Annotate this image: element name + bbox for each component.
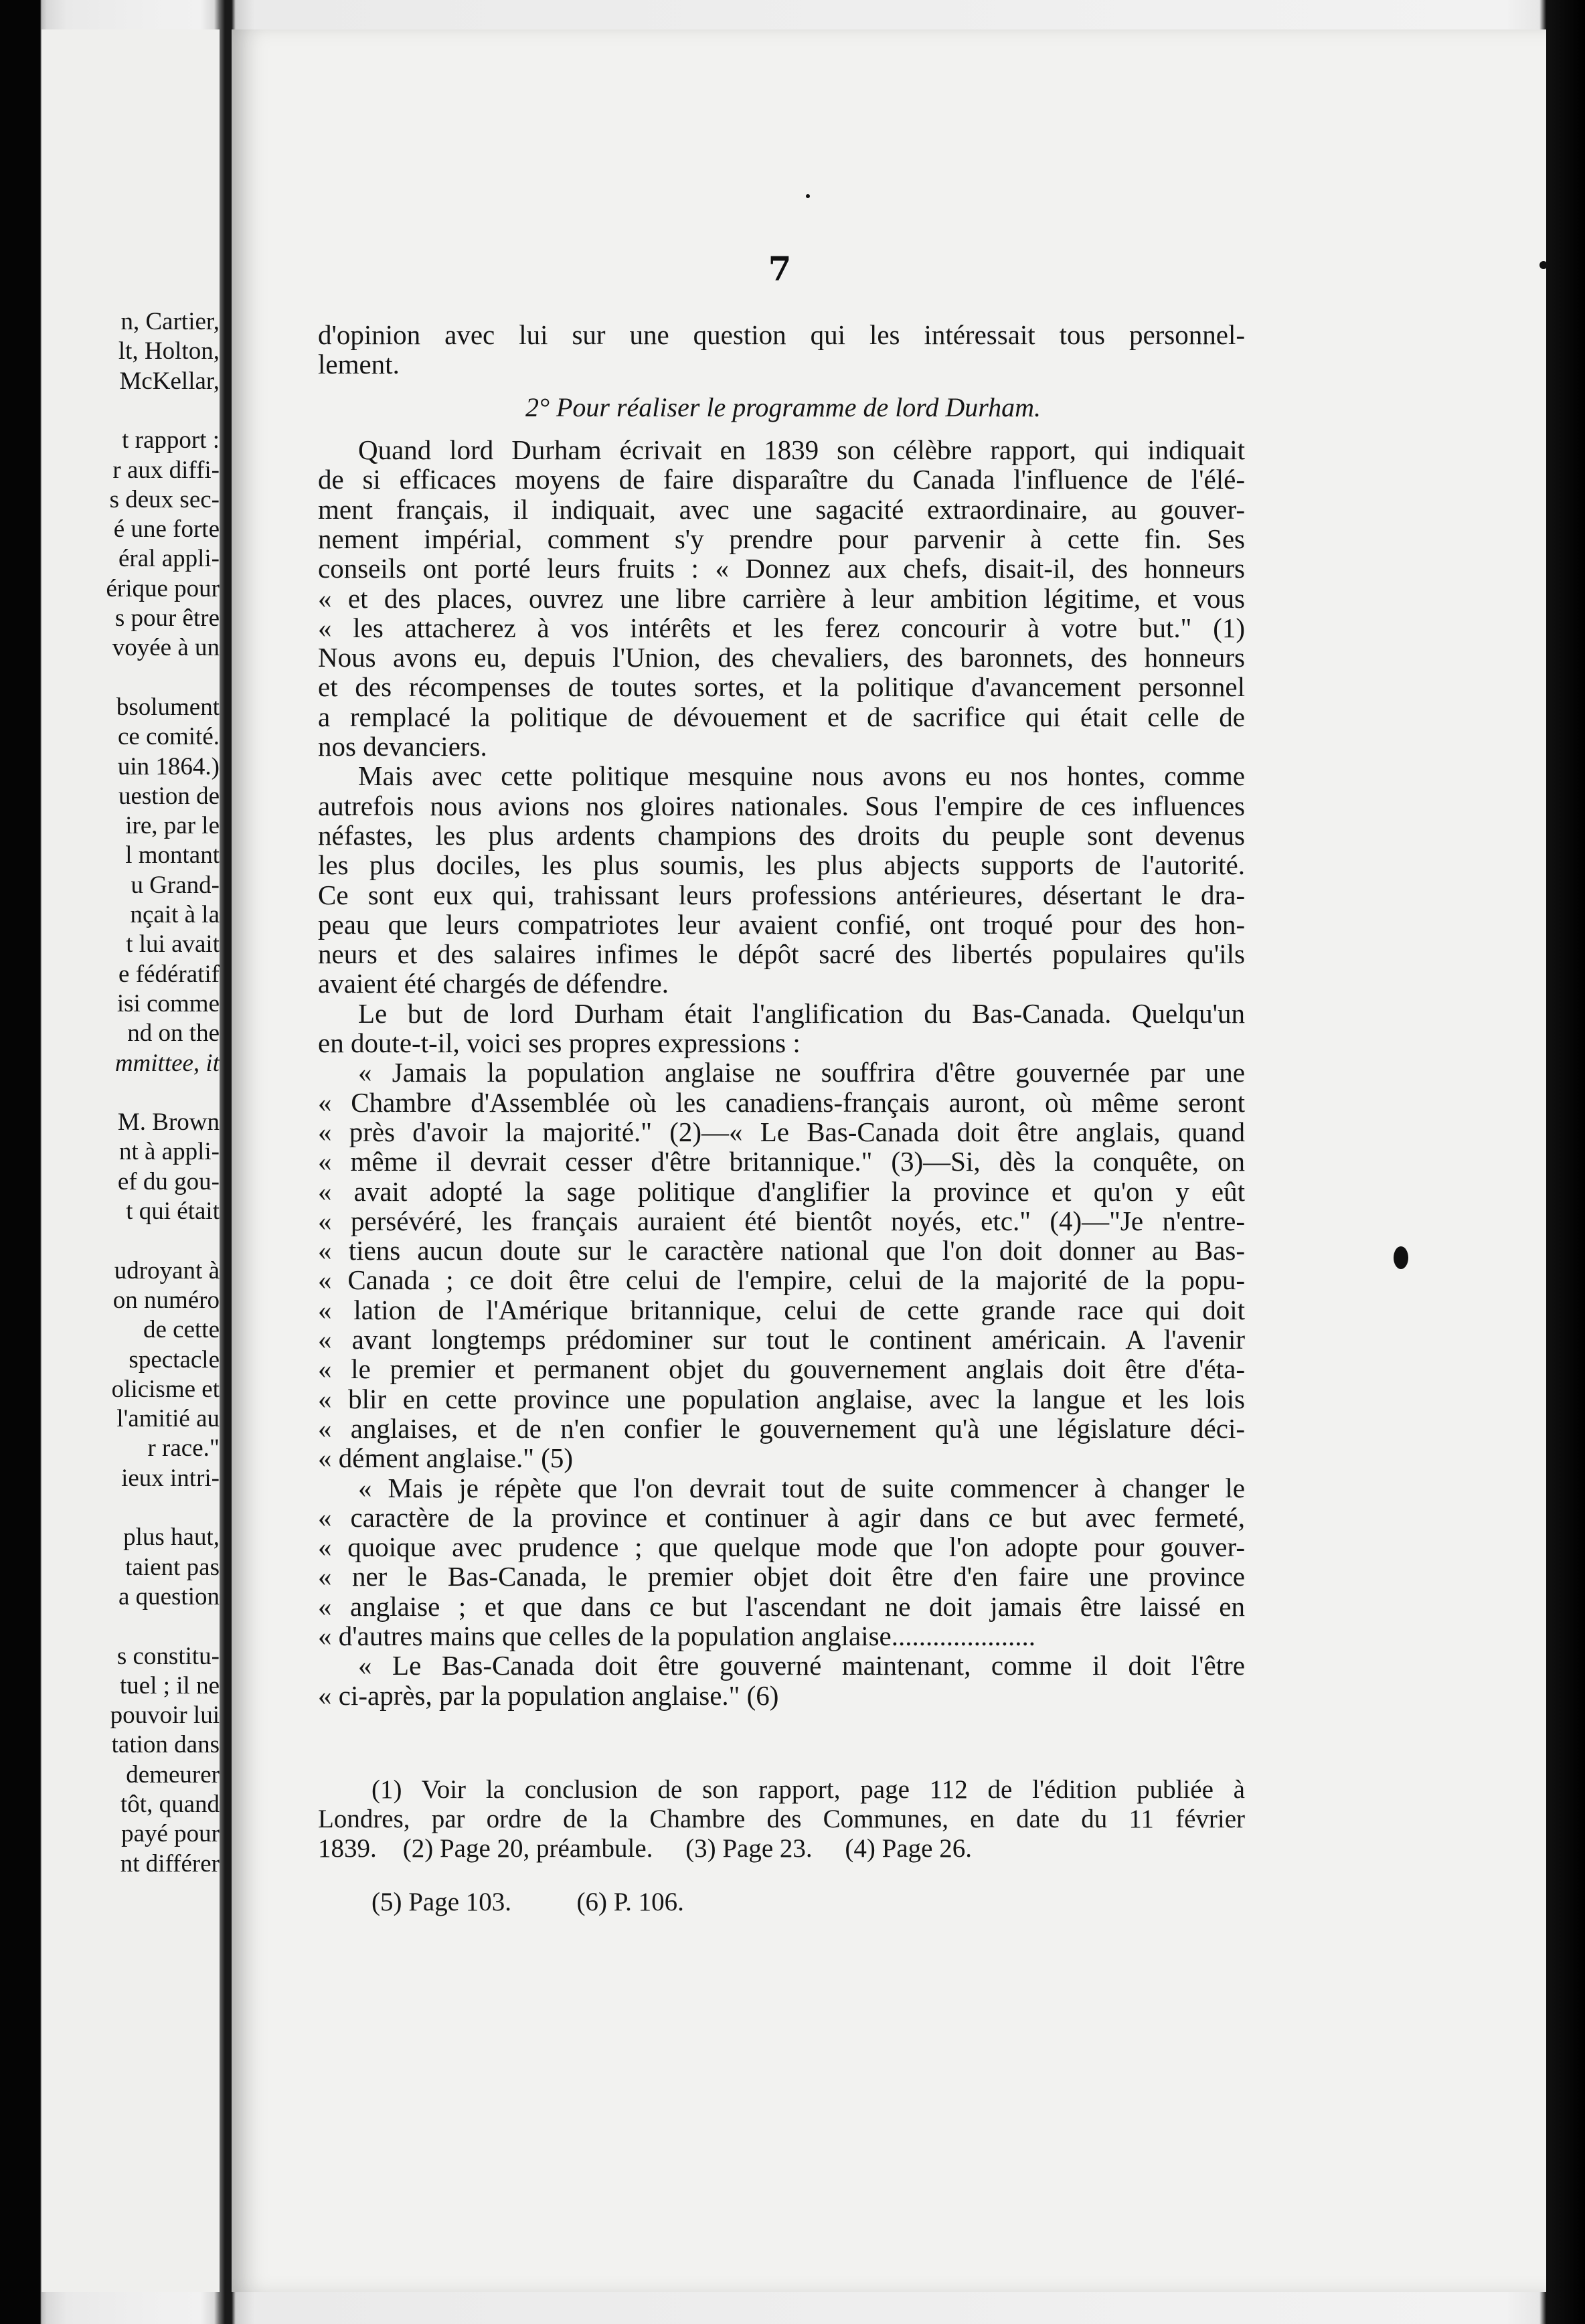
left-fragment-line: tôt, quand	[120, 1791, 220, 1818]
left-fragment-line: nçait à la	[130, 901, 220, 928]
left-fragment-line: spectacle	[129, 1345, 220, 1374]
text-line: « tiens aucun doute sur le caractère national que l'on doit donner au Bas-	[318, 1235, 1245, 1266]
text-line: « lation de l'Amérique britannique, celui de cette grande race qui doit	[318, 1294, 1245, 1325]
left-fragment-line: t qui était	[126, 1197, 220, 1225]
left-fragment-line: e fédératif	[118, 960, 220, 988]
ink-spot	[1539, 261, 1548, 269]
left-fragment-line: t rapport :	[122, 426, 220, 454]
text-line: 1839. (2) Page 20, préambule. (3) Page 23. (4) Page 26.	[318, 1834, 972, 1863]
text-line: « avait adopté la sage politique d'anglifier la province et qu'on y eût	[318, 1175, 1245, 1207]
text-line: « dément anglaise." (5)	[318, 1442, 574, 1474]
left-fragment-line: de cette	[143, 1316, 220, 1344]
page-number: 7	[768, 249, 792, 288]
text-line: « avant longtemps prédominer sur tout le continent américain. A l'avenir	[318, 1324, 1245, 1355]
text-line: Nous avons eu, depuis l'Union, des chevaliers, des baronnets, des honneurs	[318, 642, 1245, 673]
left-fragment-line: ce comité.	[117, 723, 220, 751]
left-fragment-line: s deux sec-	[109, 485, 220, 513]
left-fragment-line: tuel ; il ne	[120, 1671, 220, 1699]
text-line: (5) Page 103. (6) P. 106.	[371, 1888, 684, 1916]
text-line: « près d'avoir la majorité." (2)—« Le Bas-Canada doit être anglais, quand	[318, 1116, 1245, 1147]
left-fragment-line: demeurer	[126, 1760, 220, 1789]
left-fragment-line: ieux intri-	[121, 1464, 220, 1492]
text-line: « Canada ; ce doit être celui de l'empire, celui de la majorité de la popu-	[318, 1264, 1245, 1296]
text-line: néfastes, les plus ardents champions des droits du peuple sont devenus	[318, 819, 1245, 851]
left-fragment-line: nd on the	[127, 1019, 220, 1048]
text-line: lement.	[318, 349, 400, 380]
text-line: conseils ont porté leurs fruits : « Donnez aux chefs, disait-il, des honneurs	[318, 553, 1245, 584]
left-fragment-line: udroyant à	[114, 1256, 220, 1284]
text-line: en doute-t-il, voici ses propres expressions :	[318, 1027, 801, 1058]
left-fragment-line: t lui avait	[126, 930, 220, 959]
text-line: « le premier et permanent objet du gouvernement anglais doit être d'éta-	[318, 1353, 1245, 1385]
text-line: « Le Bas-Canada doit être gouverné maintenant, comme il doit l'être	[358, 1650, 1245, 1681]
left-fragment-line: r aux diffi-	[112, 456, 220, 484]
text-line: de si efficaces moyens de faire disparaître du Canada l'influence de l'élé-	[318, 464, 1245, 495]
text-line: « blir en cette province une population anglaise, avec la langue et les lois	[318, 1383, 1245, 1414]
left-fragment-line: tation dans	[111, 1731, 220, 1759]
text-line: « quoique avec prudence ; que quelque mode que l'on adopte pour gouver-	[318, 1531, 1245, 1563]
left-fragment-line: s pour être	[114, 604, 220, 632]
left-fragment-line: voyée à un	[112, 634, 220, 662]
left-fragment-line: nt à appli-	[118, 1138, 220, 1166]
text-line: « ner le Bas-Canada, le premier objet doit être d'en faire une province	[318, 1561, 1245, 1592]
left-fragment-line: mmittee, it	[114, 1049, 220, 1077]
left-fragment-line: lt, Holton,	[118, 337, 220, 365]
text-line: avaient été chargés de défendre.	[318, 968, 669, 999]
text-line: « Mais je répète que l'on devrait tout de suite commencer à changer le	[358, 1472, 1245, 1503]
text-line: peau que leurs compatriotes leur avaient confié, ont troqué pour des hon-	[318, 908, 1245, 940]
left-fragment-line: éral appli-	[118, 545, 220, 573]
left-fragment-line: plus haut,	[123, 1523, 220, 1552]
left-fragment-line: ire, par le	[125, 812, 220, 840]
left-fragment-line: isi comme	[116, 989, 220, 1017]
left-page-fragment	[41, 29, 220, 2292]
section-heading: 2° Pour réaliser le programme de lord Durham.	[525, 392, 1041, 422]
left-fragment-line: on numéro	[112, 1286, 220, 1314]
text-line: neurs et des salaires infimes le dépôt sacré des libertés populaires qu'ils	[318, 938, 1245, 970]
text-line: « et des places, ouvrez une libre carrière à leur ambition légitime, et vous	[318, 582, 1245, 614]
text-line: « ci-après, par la population anglaise." (6)	[318, 1679, 779, 1711]
text-line: Le but de lord Durham était l'anglification du Bas-Canada. Quelqu'un	[358, 997, 1245, 1029]
left-fragment-line: ef du gou-	[117, 1167, 220, 1195]
text-line: Quand lord Durham écrivait en 1839 son célèbre rapport, qui indiquait	[358, 434, 1245, 465]
left-fragment-line: a question	[118, 1582, 220, 1610]
text-line: Mais avec cette politique mesquine nous avons eu nos hontes, comme	[358, 760, 1245, 792]
text-line: autrefois nous avions nos gloires nationales. Sous l'empire de ces influences	[318, 790, 1245, 821]
text-line: et des récompenses de toutes sortes, et la politique d'avancement personnel	[318, 671, 1245, 703]
left-fragment-line: r race."	[147, 1434, 220, 1463]
left-fragment-line: é une forte	[113, 515, 220, 544]
left-fragment-line: M. Brown	[117, 1108, 220, 1137]
ink-spot	[806, 194, 810, 198]
text-line: « Chambre d'Assemblée où les canadiens-français auront, où même seront	[318, 1086, 1245, 1118]
text-line: nos devanciers.	[318, 731, 487, 762]
text-line: « persévéré, les français auraient été bientôt noyés, etc." (4)—"Je n'entre-	[318, 1205, 1245, 1236]
left-fragment-line: érique pour	[106, 574, 220, 602]
ink-spot	[1394, 1246, 1408, 1269]
left-fragment-line: l'amitié au	[116, 1405, 220, 1433]
left-fragment-line: uestion de	[118, 782, 220, 810]
left-fragment-line: olicisme et	[111, 1375, 220, 1403]
left-fragment-line: u Grand-	[131, 871, 220, 899]
text-line: « Jamais la population anglaise ne souffrira d'être gouvernée par une	[358, 1057, 1245, 1088]
left-fragment-line: payé pour	[121, 1820, 220, 1848]
text-line: Ce sont eux qui, trahissant leurs professions antérieures, désertant le dra-	[318, 879, 1245, 910]
left-fragment-line: n, Cartier,	[120, 308, 220, 335]
left-fragment-line: uin 1864.)	[117, 752, 220, 780]
left-fragment-line: l montant	[125, 841, 220, 869]
text-line: d'opinion avec lui sur une question qui les intéressait tous personnel-	[318, 319, 1245, 350]
left-fragment-line: McKellar,	[119, 367, 220, 395]
text-line: a remplacé la politique de dévouement et de sacrifice qui était celle de	[318, 701, 1245, 732]
text-line: (1) Voir la conclusion de son rapport, page 112 de l'édition publiée à	[371, 1775, 1245, 1804]
left-fragment-line: bsolument	[116, 693, 220, 721]
text-line: les plus dociles, les plus soumis, les plus abjects supports de l'autorité.	[318, 849, 1245, 881]
text-line: ment français, il indiquait, avec une sagacité extraordinaire, au gouver-	[318, 493, 1245, 525]
text-line: « même il devrait cesser d'être britannique." (3)—Si, dès la conquête, on	[318, 1146, 1245, 1177]
text-line: nement impérial, comment s'y prendre pour parvenir à cette fin. Ses	[318, 523, 1245, 554]
left-fragment-line: taient pas	[125, 1553, 220, 1581]
text-line: « anglaise ; et que dans ce but l'ascendant ne doit jamais être laissé en	[318, 1590, 1245, 1622]
text-line: « les attacherez à vos intérêts et les ferez concourir à votre but." (1)	[318, 612, 1245, 643]
left-fragment-line: pouvoir lui	[110, 1702, 220, 1730]
text-line: Londres, par ordre de la Chambre des Communes, en date du 11 février	[318, 1805, 1245, 1833]
left-fragment-line: nt différer	[120, 1849, 220, 1878]
text-line: « caractère de la province et continuer à agir dans ce but avec fermeté,	[318, 1501, 1245, 1533]
text-line: « anglaises, et de n'en confier le gouvernement qu'à une législature déci-	[318, 1412, 1245, 1444]
left-fragment-line: s constitu-	[116, 1642, 220, 1670]
text-line: « d'autres mains que celles de la population anglaise.....................	[318, 1621, 1035, 1651]
